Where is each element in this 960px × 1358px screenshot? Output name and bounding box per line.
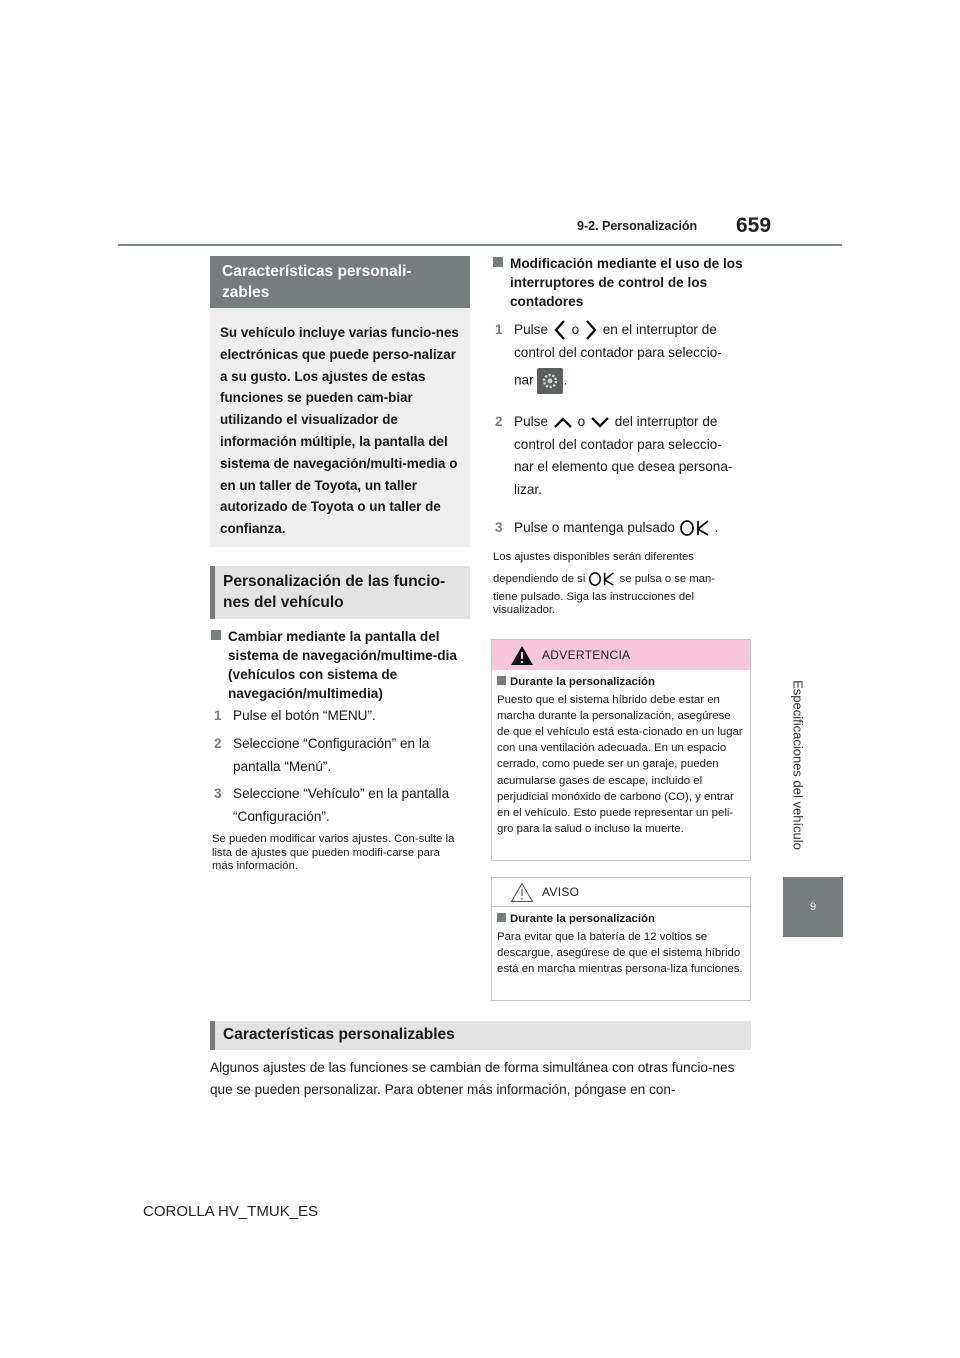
step-text: Pulse el botón “MENU”.: [233, 708, 376, 723]
notice-triangle-icon: [510, 882, 534, 903]
meter-switch-subheading: Modificación mediante el uso de los interruptores de control de los contadores: [510, 256, 743, 309]
square-bullet-icon: [211, 630, 221, 640]
step-number: 1: [495, 322, 503, 337]
square-bullet-icon: [497, 913, 506, 922]
ok-button-icon: [679, 519, 711, 537]
gear-icon: [537, 368, 563, 394]
chevron-left-icon: [552, 319, 568, 341]
warning-header: [492, 640, 750, 670]
nav-multimedia-section: [228, 627, 464, 703]
square-bullet-icon: [497, 676, 506, 685]
customizable-features-title: Características personali-zables: [210, 256, 470, 308]
warning-box: [491, 639, 751, 861]
nav-step-2: [214, 733, 465, 778]
vehicle-customization-title: Personalización de las funcio-nes del vehículo: [210, 566, 470, 619]
intro-text: Su vehículo incluye varias funcio-nes electrónicas que puede perso-nalizar a su gusto. Los ajustes de estas funciones se pueden cam-biar utilizando el visualizador de información múltiple, la pantalla del sistema de navegación/multi-media o en un taller de Toyota, un taller autorizado de Toyota o un taller de confianza.: [220, 325, 459, 537]
model-code: COROLLA HV_TMUK_ES: [143, 1203, 319, 1220]
meter-note: Los ajustes disponibles serán diferentes dependiendo de si se pulsa o se man- tiene pulsado. Siga las instrucciones del visualizador.: [493, 551, 716, 616]
notice-box: [491, 877, 751, 1001]
meter-step-3: 3 Pulse o mantenga pulsado .: [514, 517, 754, 540]
notice-header: [492, 878, 750, 907]
ok-button-icon: [588, 571, 616, 587]
warning-triangle-icon: [510, 645, 534, 666]
section-header: 9-2. Personalización: [577, 219, 698, 233]
step-number: 3: [495, 520, 503, 535]
warning-title: ADVERTENCIA: [542, 648, 631, 662]
nav-note: Se pueden modificar varios ajustes. Con-sulte la lista de ajustes que pueden modifi-carse para más información.: [212, 833, 455, 872]
intro-box: [210, 308, 470, 547]
warning-text: Puesto que el sistema híbrido debe estar en marcha durante la personalización, asegúrese de que el vehículo está esta-cionado en un lugar con una ventilación adecuada. En un espacio cerrado, como puede ser un garaje, pueden acumularse gases de escape, incluido el perjudicial monóxido de carbono (CO), y entrar en el vehículo. Esto puede representar un peli-gro para la salud o incluso la muerte.: [497, 694, 743, 835]
step-number: 2: [214, 736, 222, 751]
step-number: 1: [214, 708, 222, 723]
nav-step-3: [214, 783, 469, 828]
square-bullet-icon: [493, 257, 503, 267]
step-text: Seleccione “Vehículo” en la pantalla “Configuración”.: [233, 786, 450, 824]
step-text: Seleccione “Configuración” en la pantalla “Menú”.: [233, 736, 430, 774]
chapter-side-label: [786, 650, 810, 880]
chapter-side-label-text: Especificaciones del vehículo: [790, 680, 806, 850]
warning-body: Durante la personalización Puesto que el sistema híbrido debe estar en marcha durante la personalización, asegúrese de que el vehículo está esta-cionado en un lugar con una ventilación adecuada. En un espacio cerrado, como puede ser un garaje, pueden acumularse gases de escape, incluido el perjudicial monóxido de carbono (CO), y entrar en el vehículo. Esto puede representar un peli-gro para la salud o incluso la muerte.: [497, 674, 745, 837]
notice-title: AVISO: [542, 885, 580, 899]
meter-switch-section: [510, 254, 750, 311]
step-number: 2: [495, 414, 503, 429]
chapter-tab: [783, 877, 843, 937]
chevron-up-icon: [552, 415, 574, 429]
notice-body: Durante la personalización Para evitar que la batería de 12 voltios se descargue, asegúrese de que el sistema híbrido está en marcha mientras persona-liza funciones.: [497, 911, 745, 977]
chapter-number: 9: [809, 901, 817, 913]
step-number: 3: [214, 786, 222, 801]
customizable-features-heading: Características personalizables: [210, 1021, 751, 1050]
chevron-down-icon: [589, 415, 611, 429]
header-rule: [118, 244, 842, 246]
notice-text: Para evitar que la batería de 12 voltios se descargue, asegúrese de que el sistema híbrido está en marcha mientras persona-liza funciones.: [497, 931, 743, 976]
nav-step-1: [214, 705, 469, 728]
customizable-features-text: Algunos ajustes de las funciones se cambian de forma simultánea con otras funcio-nes que se pueden personalizar. Para obtener más información, póngase en con-: [210, 1060, 735, 1097]
chevron-right-icon: [583, 319, 599, 341]
nav-multimedia-subheading: Cambiar mediante la pantalla del sistema de navegación/multime-dia (vehículos con sistema de navegación/multimedia): [228, 629, 457, 701]
meter-step-2: 2 Pulse o del interruptor de control del contador para seleccio- nar el elemento que desea persona- lizar.: [514, 411, 754, 501]
page-number: 659: [736, 214, 772, 237]
meter-step-1: 1 Pulse o en el interruptor de control del contador para seleccio- nar .: [514, 319, 754, 394]
